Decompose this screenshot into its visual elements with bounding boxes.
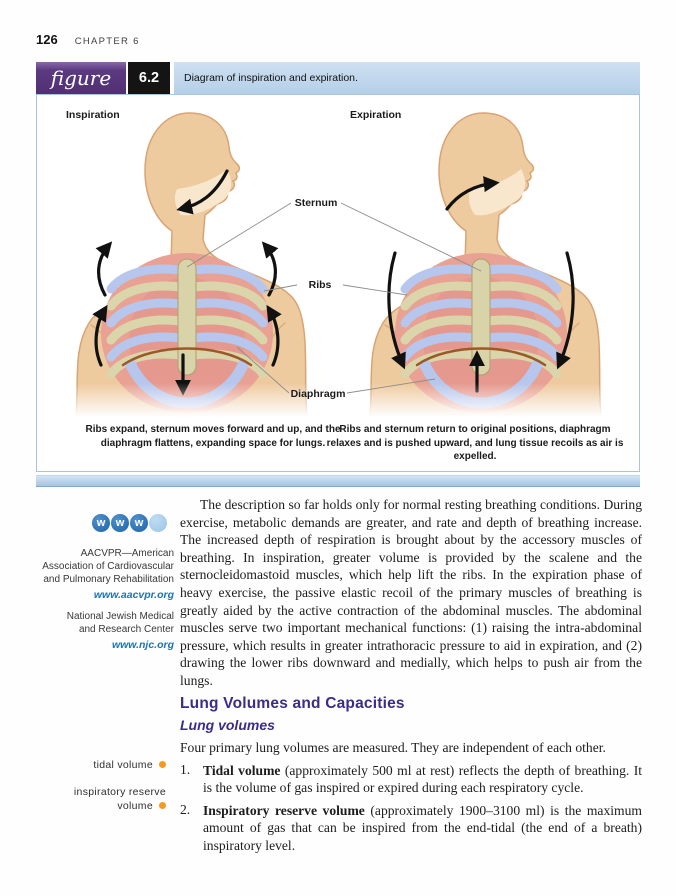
section-heading: Lung Volumes and Capacities — [180, 695, 405, 712]
list-item-text — [203, 762, 642, 797]
list-item-definition: (approximately 1900–3100 ml) is the maximum amount of gas that can be inspired from the end-tidal (the end of a breath) inspiratory level. — [203, 802, 642, 853]
key-term-bullet-icon — [159, 761, 166, 768]
www-circle-icon: w — [130, 514, 148, 532]
figure-header — [36, 62, 640, 94]
resource-name-line: and Pulmonary Rehabilitation — [43, 574, 174, 585]
inspiration-title: Inspiration — [66, 109, 120, 121]
body-paragraph: The description so far holds only for normal resting breathing conditions. During exercise, metabolic demands are greater, and rate and depth of breathing increase. The increased depth of respiration is brought about by the accessory muscles of breathing. In inspiration, greater volume is provided by the scalene and the sternocleidomastoid muscles, which help lift the ribs. In the expiration phase of heavy exercise, the passive elastic recoil of the primary muscles of breathing is greatly aided by the active contraction of the abdominal muscles. The abdominal muscles serve two important mechanical functions: (1) raising the intra-abdominal pressure, which results in greater intrathoracic pressure to aid in expiration, and (2) drawing the lower ribs downward and medially, which helps to push air from the lungs. — [180, 497, 642, 688]
list-item — [180, 762, 642, 797]
diaphragm-label: Diaphragm — [290, 388, 346, 400]
chapter-label: CHAPTER 6 — [74, 36, 140, 47]
www-icon — [92, 514, 168, 532]
resource-url-link[interactable]: www.njc.org — [111, 639, 174, 651]
margin-term-label: tidal volume — [93, 759, 153, 771]
resource-url-link[interactable]: www.aacvpr.org — [93, 589, 174, 601]
list-item-number: 1. — [180, 762, 191, 777]
expiration-diagram — [370, 113, 601, 415]
list-item-definition: (approximately 500 ml at rest) reflects the depth of breathing. It is the volume of gas inspired or expired during each respiratory cycle. — [203, 763, 642, 796]
key-term-bullet-icon — [159, 802, 166, 809]
ribs-pointer-right — [343, 285, 407, 295]
lung-volume-list — [180, 762, 642, 854]
list-item-text — [203, 802, 642, 854]
list-item-term: Tidal volume — [203, 763, 281, 778]
running-head — [36, 32, 140, 47]
figure-bottom-bar — [36, 475, 640, 487]
margin-term-label: inspiratory reserve volume — [73, 786, 166, 812]
resource-name-line: AACVPR—American — [80, 548, 174, 559]
www-circle-icon: w — [92, 514, 110, 532]
list-item-term: Inspiratory reserve volume — [203, 802, 365, 818]
www-circle-icon: w — [111, 514, 129, 532]
main-text-column — [180, 496, 642, 859]
www-circle-icon — [149, 514, 167, 532]
inspiration-caption: Ribs expand, sternum moves forward and up, and the diaphragm flattens, expanding space for lungs. — [85, 424, 341, 449]
figure-number: 6.2 — [128, 62, 170, 94]
resource-name-line: National Jewish Medical — [66, 611, 174, 622]
web-resources — [38, 547, 174, 660]
margin-term — [36, 759, 166, 773]
figure-box — [36, 94, 640, 472]
ribs-label: Ribs — [308, 279, 332, 291]
figure-wordmark: figure — [36, 62, 126, 94]
margin-term — [36, 786, 166, 813]
list-item-number: 2. — [180, 801, 191, 817]
resource-name-line: Association of Cardiovascular — [42, 561, 174, 572]
anatomy-illustration — [37, 95, 639, 417]
subsection-heading: Lung volumes — [180, 717, 275, 733]
expiration-title: Expiration — [350, 109, 402, 121]
figure-title: Diagram of inspiration and expiration. — [174, 62, 640, 94]
resource-name-line: and Research Center — [78, 624, 174, 635]
list-item — [180, 802, 642, 854]
page-number: 126 — [36, 32, 58, 47]
list-intro: Four primary lung volumes are measured. They are independent of each other. — [180, 740, 606, 755]
expiration-caption: Ribs and sternum return to original positions, diaphragm relaxes and is pushed upward, and lung tissue recoils as air is expelled. — [326, 424, 624, 462]
sternum-label: Sternum — [294, 197, 338, 209]
